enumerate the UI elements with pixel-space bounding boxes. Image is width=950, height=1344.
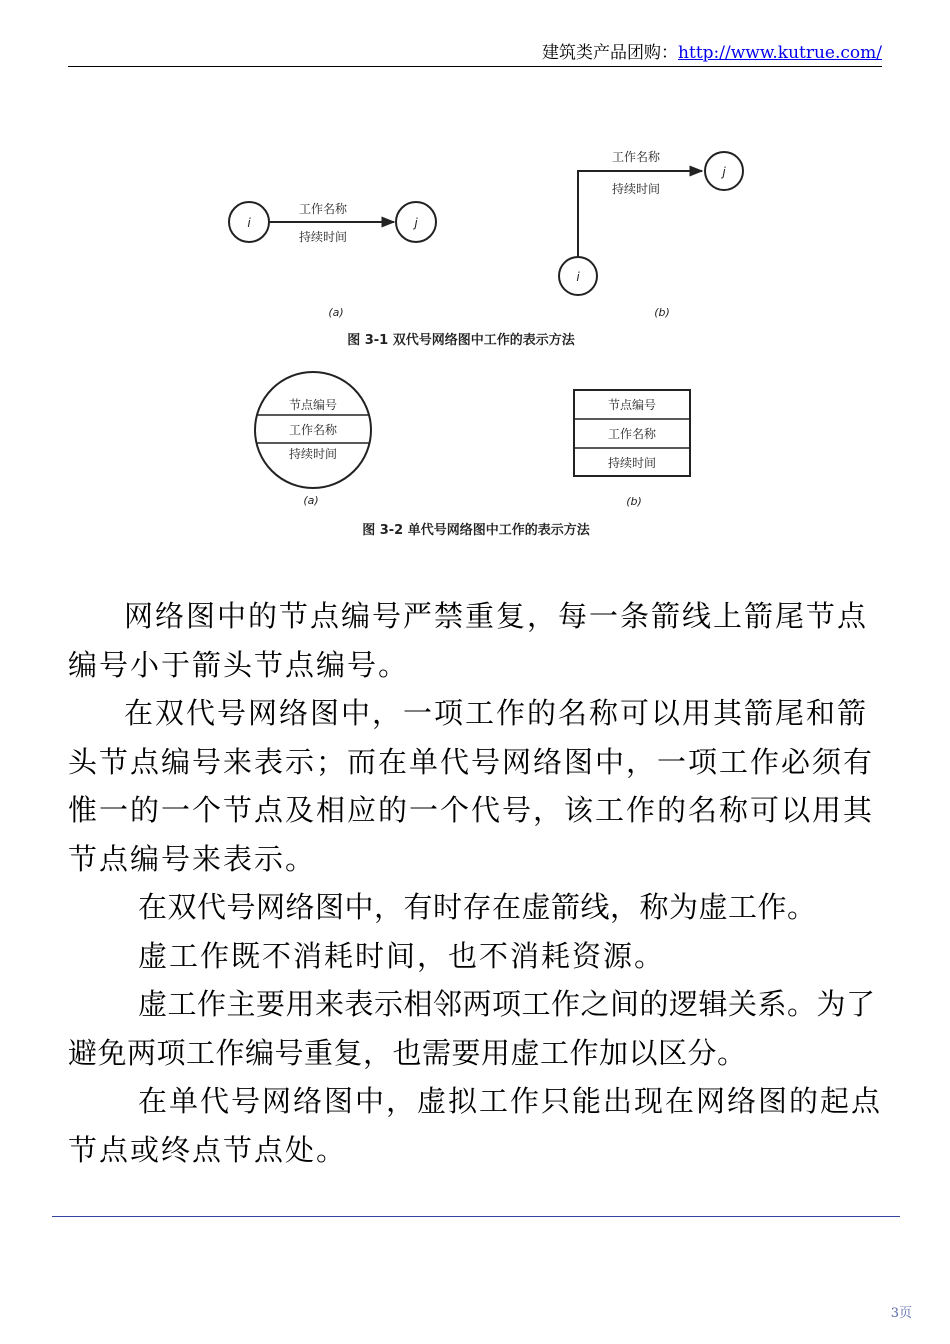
arrow-bottom-label: 持续时间 bbox=[298, 230, 348, 244]
fig2-a-diagram bbox=[255, 372, 371, 507]
arrow-top-label: 工作名称 bbox=[298, 202, 348, 216]
node-j-label: j bbox=[414, 216, 418, 230]
node-i-label: i bbox=[576, 270, 580, 284]
fig1-b-diagram bbox=[559, 150, 743, 319]
node-j-label: j bbox=[722, 165, 726, 179]
row1-label: 节点编号 bbox=[288, 398, 338, 412]
paragraph: 网络图中的节点编号严禁重复，每一条箭线上箭尾节点编号小于箭头节点编号。 bbox=[68, 599, 869, 682]
body-text bbox=[68, 592, 886, 1174]
row3-label: 持续时间 bbox=[288, 447, 338, 461]
footer-divider bbox=[52, 1216, 900, 1217]
paragraph: 在单代号网络图中，虚拟工作只能出现在网络图的起点节点或终点节点处。 bbox=[68, 1084, 883, 1167]
row2-label: 工作名称 bbox=[288, 423, 338, 437]
row1-label: 节点编号 bbox=[607, 398, 657, 412]
subfig-label: (b) bbox=[626, 495, 642, 508]
paragraph: 虚工作既不消耗时间，也不消耗资源。 bbox=[138, 938, 666, 973]
page-header bbox=[68, 36, 882, 67]
fig1-a-diagram bbox=[229, 202, 436, 319]
paragraph: 在双代号网络图中，一项工作的名称可以用其箭尾和箭头节点编号来表示；而在单代号网络图中，一项工作必须有惟一的一个节点及相应的一个代号，该工作的名称可以用其节点编号来表示。 bbox=[68, 696, 875, 876]
header-link[interactable]: http://www.kutrue.com/ bbox=[678, 43, 882, 63]
network-diagrams bbox=[128, 110, 828, 550]
fig2-b-diagram bbox=[574, 390, 690, 508]
fig1-caption: 图 3-1 双代号网络图中工作的表示方法 bbox=[347, 333, 575, 348]
page-number: 3页 bbox=[890, 1306, 912, 1321]
row3-label: 持续时间 bbox=[607, 456, 657, 470]
figure-area bbox=[128, 110, 828, 550]
subfig-label: (a) bbox=[328, 306, 344, 319]
header-text bbox=[542, 38, 882, 63]
arrow-top-label: 工作名称 bbox=[611, 150, 661, 164]
paragraph: 在双代号网络图中，有时存在虚箭线，称为虚工作。 bbox=[138, 890, 817, 924]
paragraph: 虚工作主要用来表示相邻两项工作之间的逻辑关系。为了避免两项工作编号重复，也需要用虚工作加以区分。 bbox=[68, 987, 876, 1070]
arrow-bottom-label: 持续时间 bbox=[611, 182, 661, 196]
header-label: 建筑类产品团购： bbox=[542, 43, 679, 63]
fig2-caption: 图 3-2 单代号网络图中工作的表示方法 bbox=[362, 523, 590, 538]
row2-label: 工作名称 bbox=[607, 427, 657, 441]
subfig-label: (a) bbox=[303, 494, 319, 507]
node-i-label: i bbox=[247, 216, 251, 230]
subfig-label: (b) bbox=[654, 306, 670, 319]
